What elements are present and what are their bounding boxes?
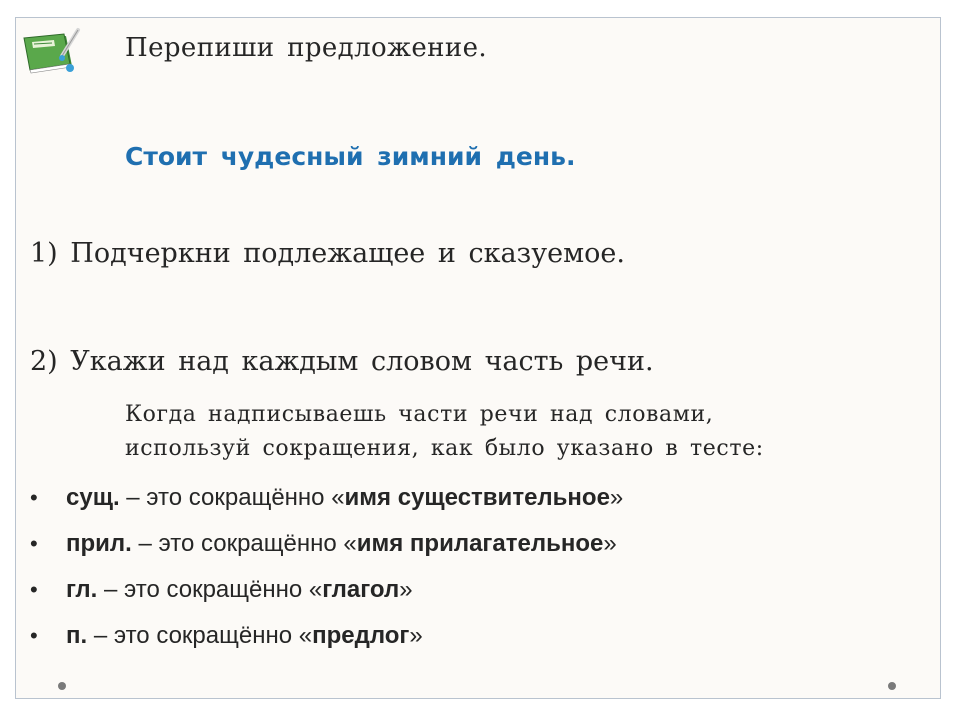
instruction-note-line: используй сокращения, как было указано в тесте:	[125, 436, 764, 461]
list-item	[30, 570, 623, 616]
full-term: глагол	[322, 576, 400, 603]
full-term: предлог	[312, 622, 410, 649]
list-item	[30, 616, 623, 662]
list-item	[30, 524, 623, 570]
abbreviation-list	[30, 478, 623, 662]
abbreviation-text: – это сокращённо «	[87, 622, 313, 649]
closing-quote: »	[409, 622, 423, 649]
abbreviation: гл.	[66, 576, 98, 603]
abbreviation-text: – это сокращённо «	[97, 576, 323, 603]
abbreviation: п.	[66, 622, 88, 649]
notebook-pen-icon	[22, 26, 84, 76]
decorative-dot	[58, 682, 66, 690]
task-1: 1) Подчеркни подлежащее и сказуемое.	[30, 238, 625, 269]
task-2: 2) Укажи над каждым словом часть речи.	[30, 346, 654, 377]
closing-quote: »	[399, 576, 413, 603]
bullet-icon: •	[30, 623, 38, 648]
example-sentence: Стоит чудесный зимний день.	[125, 142, 576, 171]
full-term: имя существительное	[344, 484, 610, 511]
closing-quote: »	[603, 530, 617, 557]
bullet-icon: •	[30, 485, 38, 510]
instruction-note	[125, 398, 764, 466]
abbreviation-text: – это сокращённо «	[119, 484, 345, 511]
page-title: Перепиши предложение.	[125, 33, 488, 63]
abbreviation: прил.	[66, 530, 132, 557]
abbreviation: сущ.	[66, 484, 120, 511]
closing-quote: »	[609, 484, 624, 511]
bullet-icon: •	[30, 577, 38, 602]
instruction-note-line: Когда надписываешь части речи над словами,	[125, 402, 714, 427]
full-term: имя прилагательное	[356, 530, 604, 557]
bullet-icon: •	[30, 531, 38, 556]
list-item	[30, 478, 623, 524]
abbreviation-text: – это сокращённо «	[131, 530, 357, 557]
decorative-dot	[888, 682, 896, 690]
